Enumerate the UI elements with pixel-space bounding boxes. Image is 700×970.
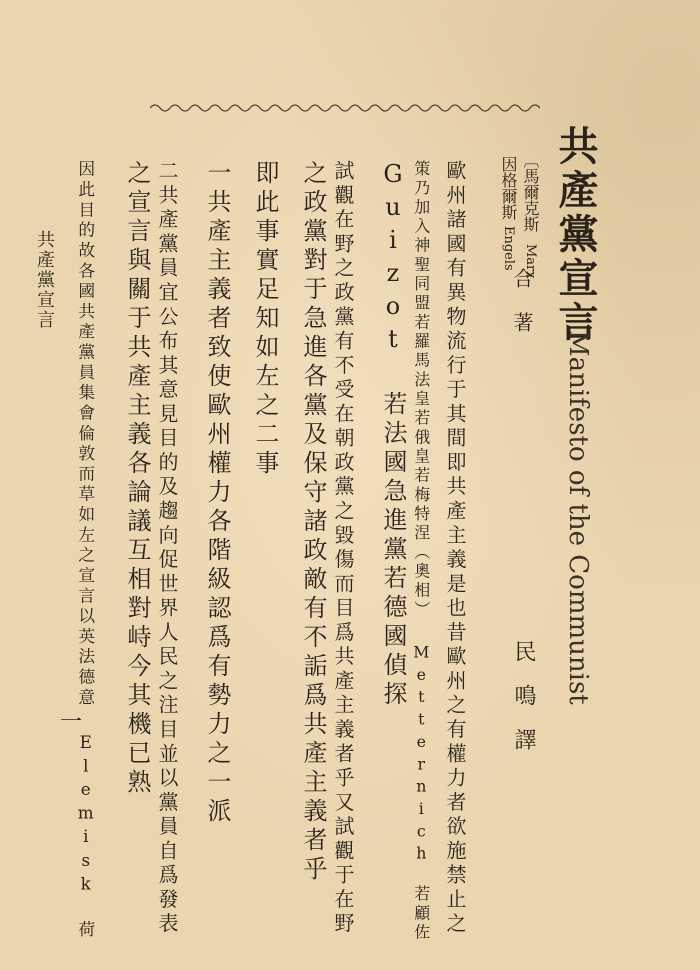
running-title: 共產黨宣言 <box>34 230 55 330</box>
body-line: 因此目的故各國共產黨員集會倫敦而草如左之宣言以英法德意 Elemisk 荷 <box>75 160 96 941</box>
body-line: 試觀在野之政黨有不受在朝政黨之毀傷而目爲共產主義者乎又試觀于在野 <box>331 160 356 937</box>
co-authored-label: 合 著 <box>510 268 534 332</box>
author-marx-en: Marx <box>523 244 538 279</box>
decorative-wavy-rule <box>150 100 540 116</box>
body-line: 二共產黨員宜公布其意見目的及趨向促世界人民之注目並以黨員自爲發表 <box>155 160 180 937</box>
body-line: Guizot 若法國急進黨若德國偵探 <box>379 160 407 710</box>
body-line: 即此事實足知如左之二事 <box>251 160 279 479</box>
body-line: 策乃加入神聖同盟若羅馬法皇若俄皇若梅特涅（奧相） Metternich 若顧佐 <box>411 160 431 943</box>
body-line: 之政黨對于急進各黨及保守諸政敵有不詬爲共產主義者乎 <box>299 160 327 885</box>
author-marx-zh: 〔馬爾克斯 <box>521 152 540 232</box>
body-line: 一共產主義者致使歐州權力各階級認爲有勢力之一派 <box>203 160 231 827</box>
translator-credit: 民鳴譯 <box>511 640 536 772</box>
body-line: 歐州諸國有異物流行于其間即共產主義是也昔歐州之有權力者欲施禁止之 <box>443 160 468 937</box>
author-engels-en: Engels <box>501 226 516 271</box>
body-line: 之宣言與關于共產主義各論議互相對峙今其機已熟 <box>123 160 151 798</box>
english-subtitle: Manifesto of the Communist <box>563 330 593 705</box>
author-engels-zh: 因格爾斯 <box>499 156 518 220</box>
page-title: 共產黨宣言 <box>552 125 599 345</box>
page-number: 一 <box>60 710 83 735</box>
